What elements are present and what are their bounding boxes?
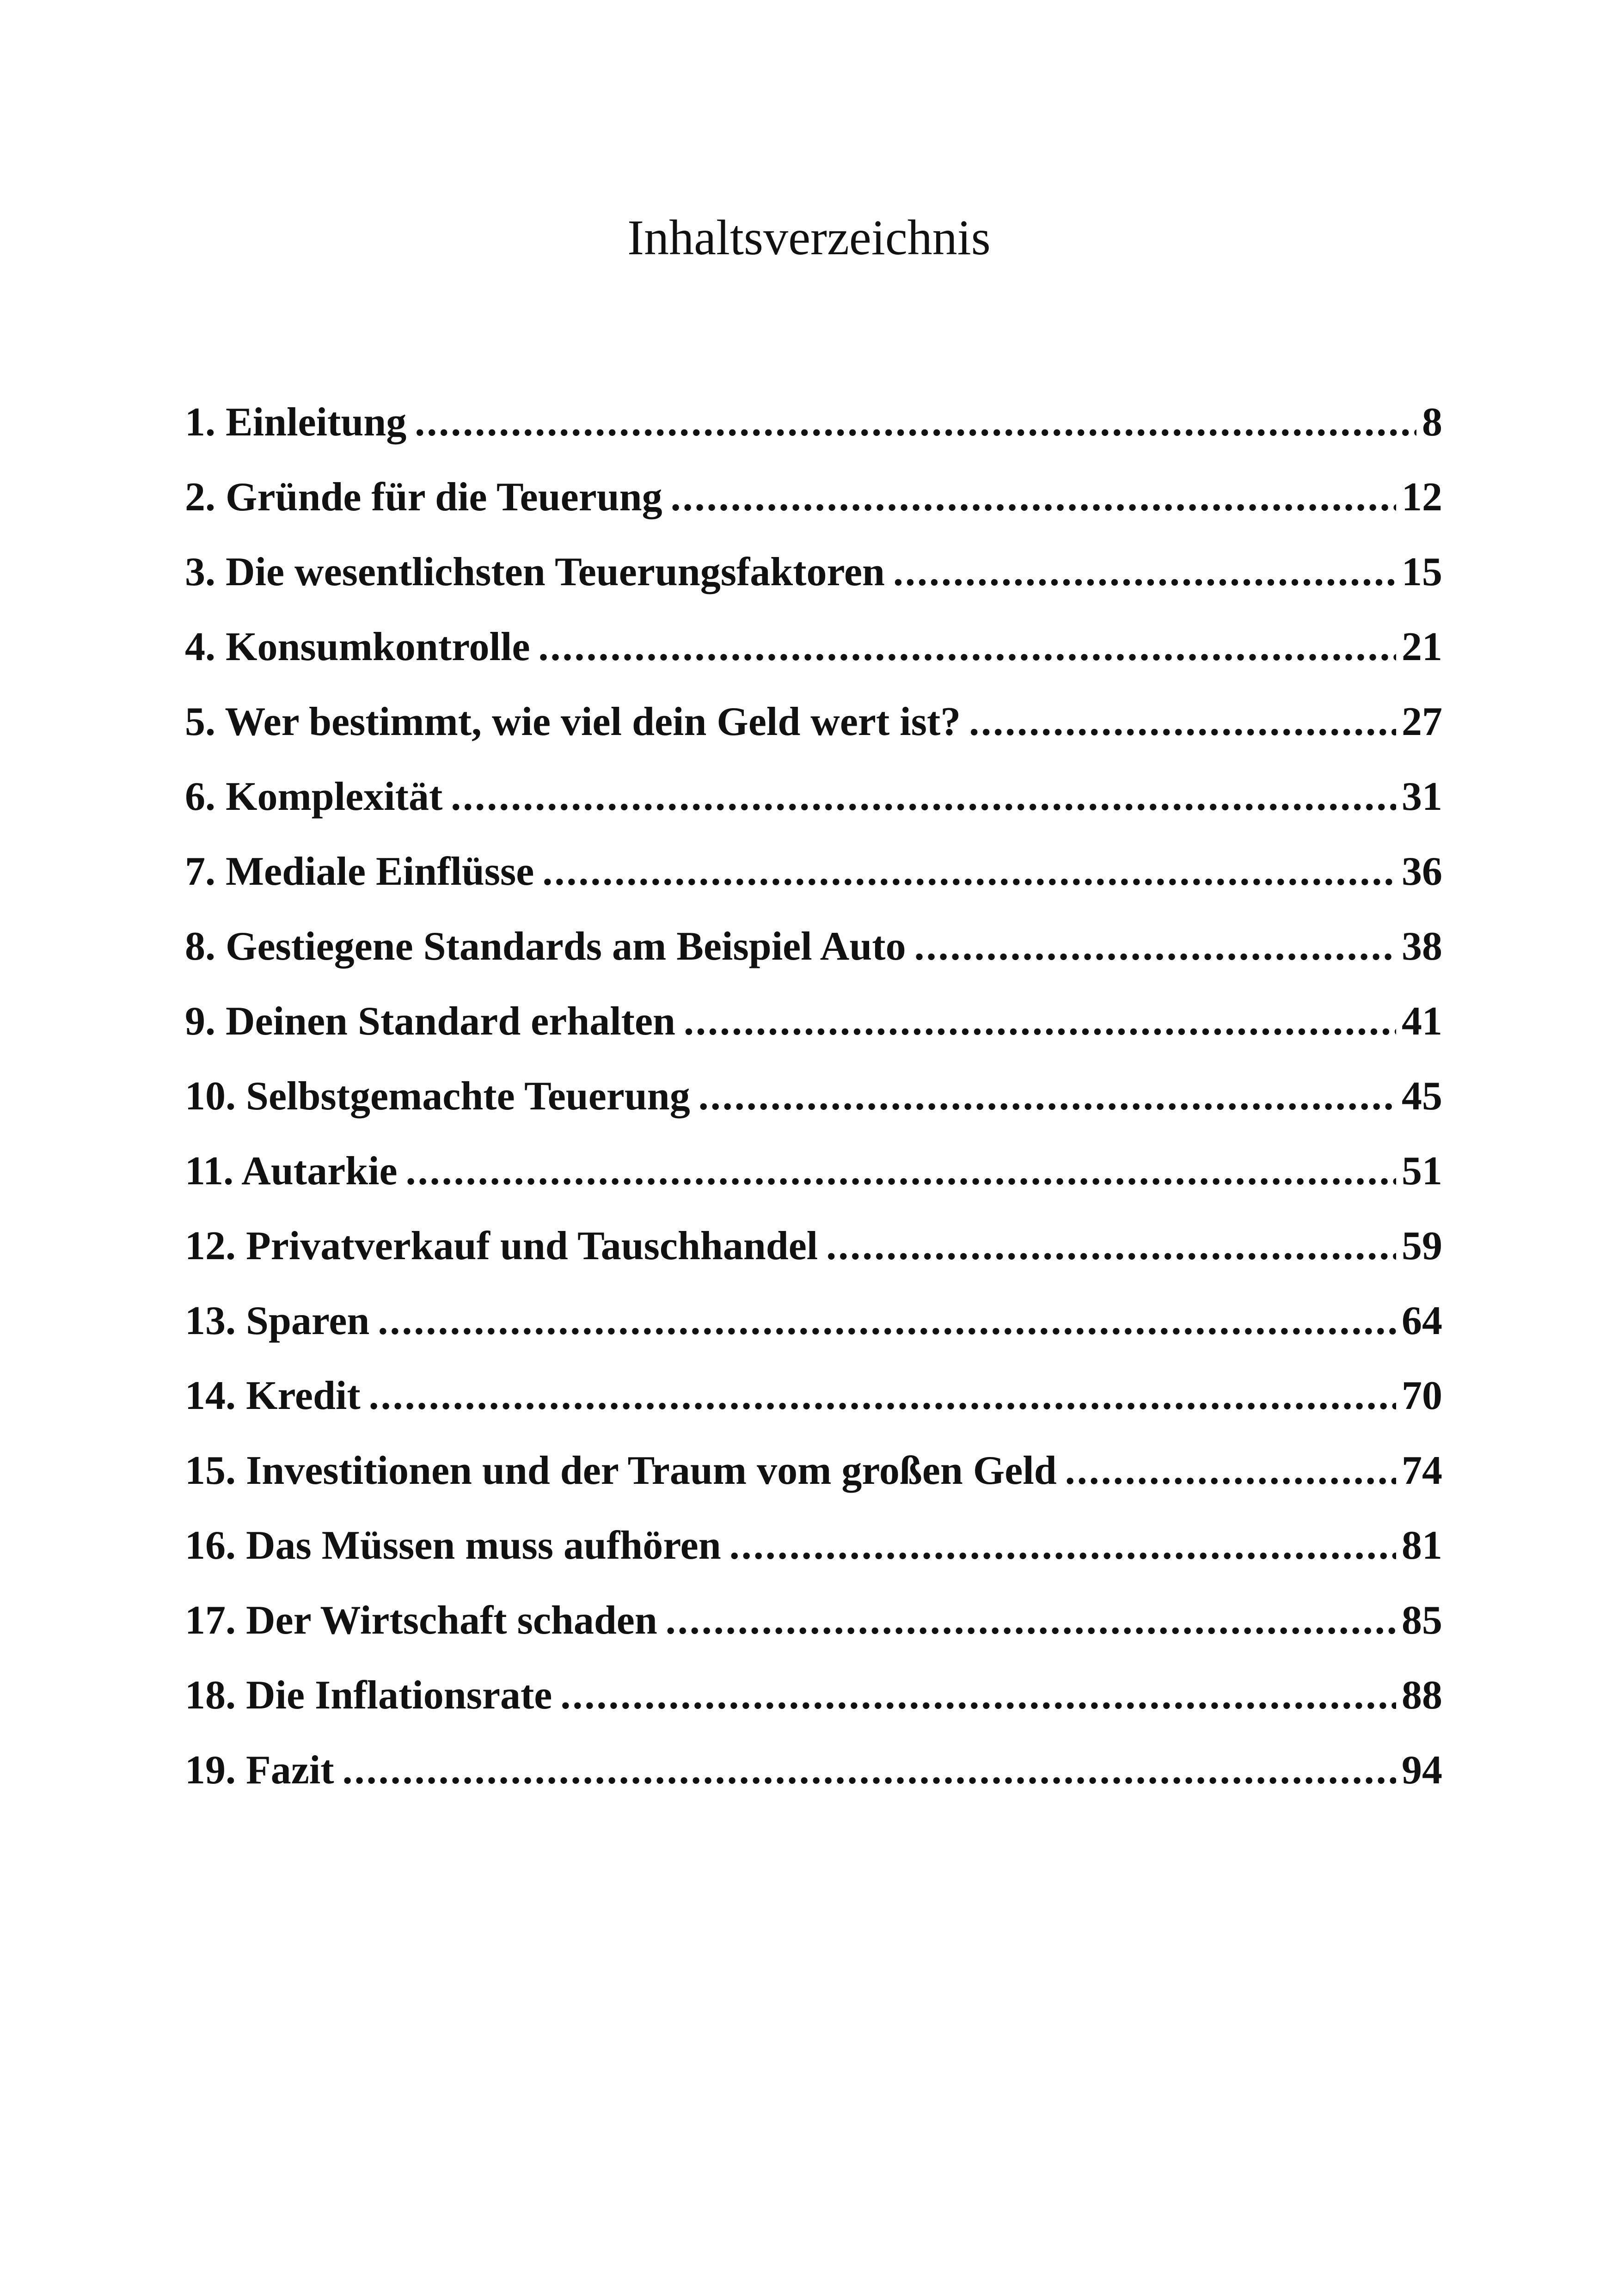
toc-entry-page-number: 81 (1402, 1525, 1442, 1568)
toc-entry-page-number: 45 (1402, 1076, 1442, 1119)
toc-entry-label: 18. Die Inflationsrate (185, 1675, 552, 1718)
toc-entry-page-number: 70 (1402, 1376, 1442, 1418)
toc-entry-label: 14. Kredit (185, 1376, 361, 1418)
toc-entry-3 (185, 552, 1442, 627)
toc-entry-page-number: 64 (1402, 1301, 1442, 1343)
toc-entry-page-number: 12 (1402, 477, 1442, 520)
toc-entry-label: 5. Wer bestimmt, wie viel dein Geld wert ist? (185, 702, 961, 744)
toc-entry-14 (185, 1376, 1442, 1451)
dot-leader (415, 402, 1416, 443)
dot-leader (671, 477, 1396, 518)
toc-entry-label: 4. Konsumkontrolle (185, 627, 530, 669)
toc-entry-11 (185, 1151, 1442, 1226)
toc-entry-9 (185, 1001, 1442, 1076)
dot-leader (666, 1600, 1396, 1641)
toc-entry-label: 15. Investitionen und der Traum vom großen Geld (185, 1451, 1057, 1493)
toc-entry-4 (185, 627, 1442, 702)
dot-leader (451, 777, 1396, 817)
toc-entry-2 (185, 477, 1442, 552)
dot-leader (684, 1001, 1396, 1042)
toc-entry-page-number: 27 (1402, 702, 1442, 744)
toc-entry-16 (185, 1525, 1442, 1600)
dot-leader (560, 1675, 1396, 1716)
dot-leader (699, 1076, 1396, 1117)
toc-entry-page-number: 74 (1402, 1451, 1442, 1493)
dot-leader (914, 926, 1396, 967)
toc-entry-page-number: 51 (1402, 1151, 1442, 1194)
toc-entry-page-number: 15 (1402, 552, 1442, 594)
toc-entry-label: 13. Sparen (185, 1301, 370, 1343)
toc-entry-label: 10. Selbstgemachte Teuerung (185, 1076, 690, 1119)
toc-entry-label: 11. Autarkie (185, 1151, 398, 1194)
toc-entry-label: 6. Komplexität (185, 777, 443, 819)
toc-entry-17 (185, 1600, 1442, 1675)
toc-entry-1 (185, 402, 1442, 477)
toc-entry-12 (185, 1226, 1442, 1301)
dot-leader (343, 1750, 1396, 1791)
toc-entry-15 (185, 1451, 1442, 1525)
dot-leader (893, 552, 1396, 593)
toc-entry-page-number: 8 (1422, 402, 1442, 445)
toc-entry-6 (185, 777, 1442, 851)
toc-entry-label: 16. Das Müssen muss aufhören (185, 1525, 721, 1568)
toc-entry-label: 9. Deinen Standard erhalten (185, 1001, 675, 1044)
table-of-contents (185, 402, 1442, 1825)
toc-entry-page-number: 41 (1402, 1001, 1442, 1044)
toc-entry-5 (185, 702, 1442, 777)
toc-entry-label: 19. Fazit (185, 1750, 334, 1793)
toc-entry-label: 8. Gestiegene Standards am Beispiel Auto (185, 926, 906, 969)
toc-entry-page-number: 88 (1402, 1675, 1442, 1718)
dot-leader (729, 1525, 1396, 1566)
toc-entry-13 (185, 1301, 1442, 1376)
dot-leader (406, 1151, 1396, 1192)
dot-leader (542, 851, 1396, 892)
toc-entry-page-number: 36 (1402, 851, 1442, 894)
toc-entry-label: 2. Gründe für die Teuerung (185, 477, 662, 520)
dot-leader (826, 1226, 1396, 1267)
toc-entry-label: 1. Einleitung (185, 402, 407, 445)
toc-entry-18 (185, 1675, 1442, 1750)
toc-entry-8 (185, 926, 1442, 1001)
toc-entry-label: 17. Der Wirtschaft schaden (185, 1600, 657, 1643)
page-title: Inhaltsverzeichnis (627, 210, 991, 265)
toc-entry-page-number: 59 (1402, 1226, 1442, 1268)
toc-entry-page-number: 21 (1402, 627, 1442, 669)
toc-entry-page-number: 38 (1402, 926, 1442, 969)
dot-leader (539, 627, 1397, 667)
toc-entry-page-number: 85 (1402, 1600, 1442, 1643)
dot-leader (1065, 1451, 1396, 1491)
toc-entry-page-number: 31 (1402, 777, 1442, 819)
dot-leader (369, 1376, 1396, 1416)
toc-entry-label: 3. Die wesentlichsten Teuerungsfaktoren (185, 552, 885, 594)
toc-entry-10 (185, 1076, 1442, 1151)
dot-leader (969, 702, 1396, 742)
toc-entry-19 (185, 1750, 1442, 1825)
toc-entry-page-number: 94 (1402, 1750, 1442, 1793)
toc-entry-label: 7. Mediale Einflüsse (185, 851, 534, 894)
dot-leader (378, 1301, 1396, 1341)
toc-entry-7 (185, 851, 1442, 926)
toc-entry-label: 12. Privatverkauf und Tauschhandel (185, 1226, 818, 1268)
